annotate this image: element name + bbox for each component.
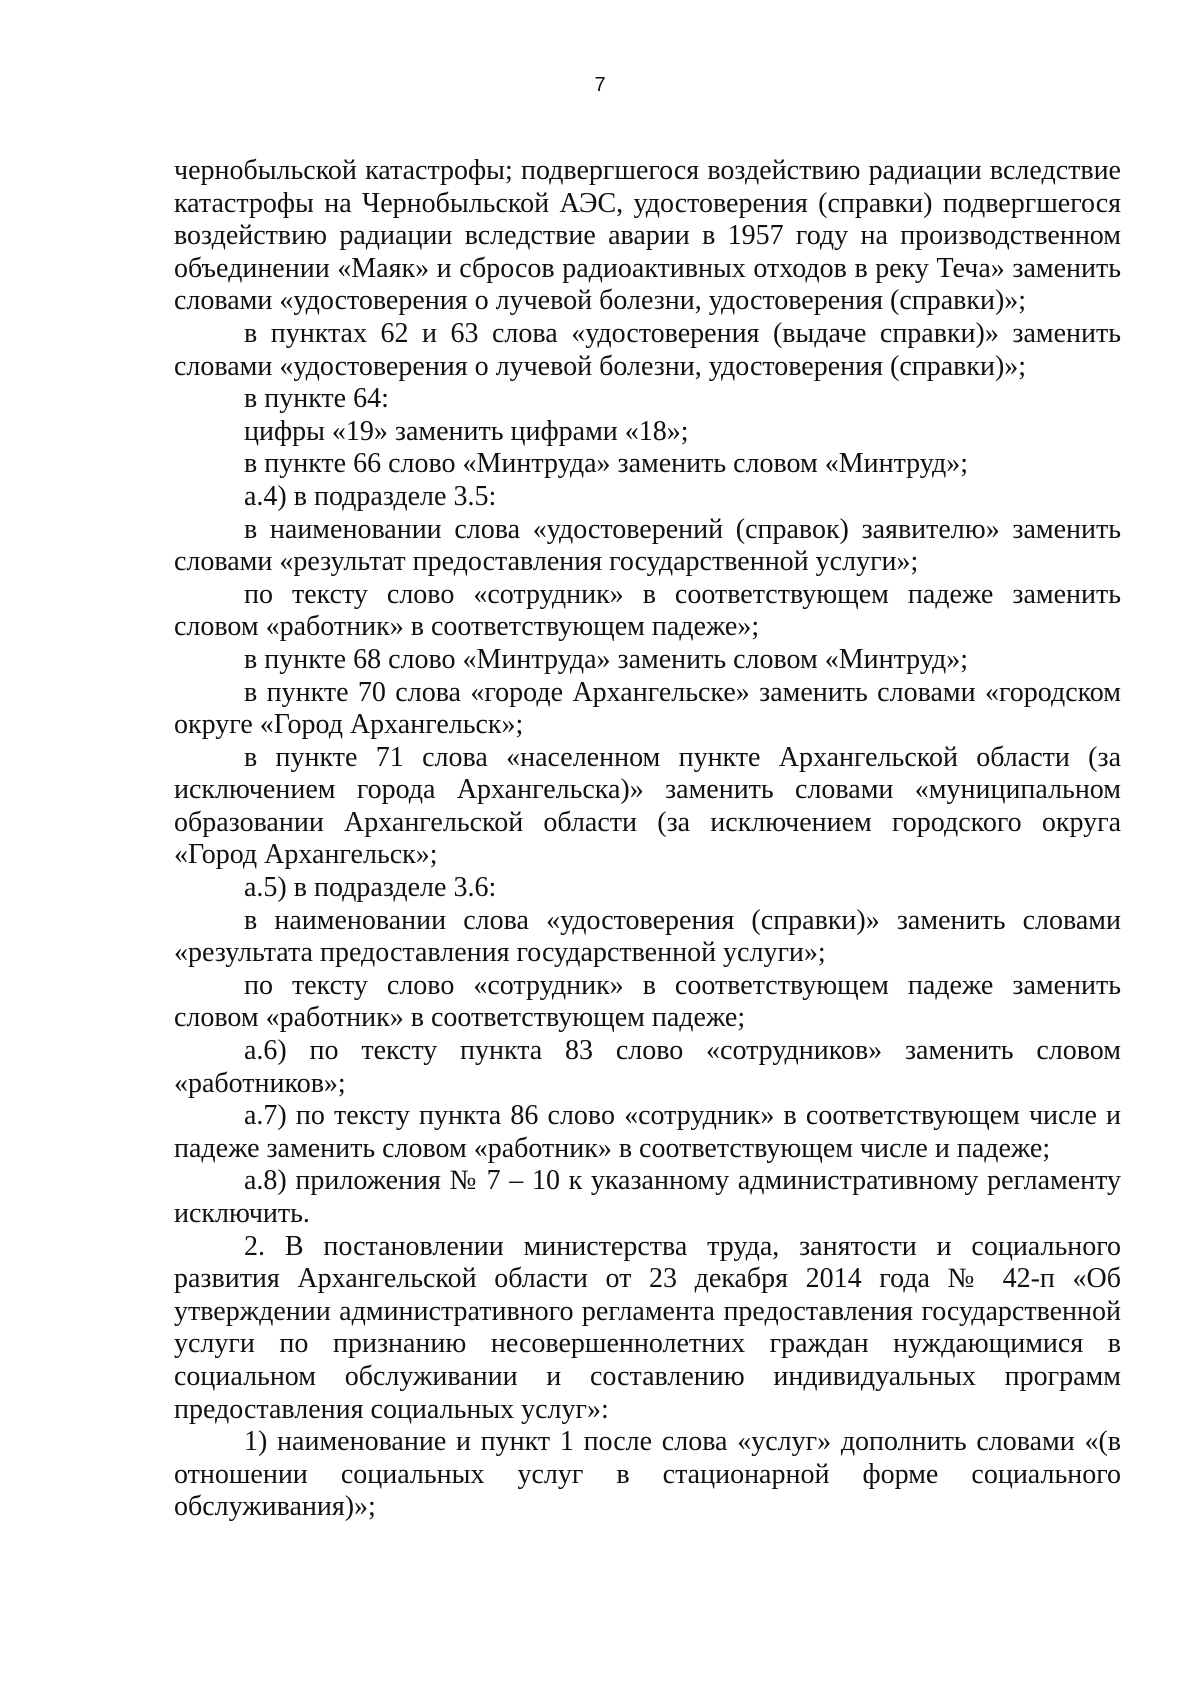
document-body bbox=[174, 155, 1121, 1524]
paragraph: в пунктах 62 и 63 слова «удостоверения (выдаче справки)» заменить словами «удостоверения о лучевой болезни, удостоверения (справки)»; bbox=[174, 317, 1121, 382]
paragraph: а.8) приложения № 7 – 10 к указанному административному регламенту исключить. bbox=[174, 1165, 1121, 1229]
paragraph: чернобыльской катастрофы; подвергшегося воздействию радиации вследствие катастрофы на Чернобыльской АЭС, удостоверения (справки) подвергшегося воздействию радиации вследствие аварии в 1957 году на производственном объединении «Маяк» и сбросов радиоактивных отходов в реку Теча» заменить словами «удостоверения о лучевой болезни, удостоверения (справки)»; bbox=[174, 155, 1121, 317]
paragraph: а.7) по тексту пункта 86 слово «сотрудник» в соответствующем числе и падеже заменить словом «работник» в соответствующем числе и падеже; bbox=[174, 1100, 1121, 1164]
paragraph: по тексту слово «сотрудник» в соответствующем падеже заменить словом «работник» в соответствующем падеже; bbox=[174, 969, 1121, 1034]
paragraph: в пункте 68 слово «Минтруда» заменить словом «Минтруд»; bbox=[244, 643, 969, 675]
paragraph: в пункте 66 слово «Минтруда» заменить словом «Минтруд»; bbox=[244, 448, 969, 480]
paragraph: а.6) по тексту пункта 83 слово «сотрудников» заменить словом «работников»; bbox=[174, 1035, 1121, 1099]
paragraph: в пункте 70 слова «городе Архангельске» заменить словами «городском округе «Город Архангельск»; bbox=[174, 676, 1121, 741]
paragraph: в наименовании слова «удостоверений (справок) заявителю» заменить словами «результат предоставления государственной услуги»; bbox=[174, 513, 1121, 578]
paragraph: в наименовании слова «удостоверения (справки)» заменить словами «результата предоставления государственной услуги»; bbox=[174, 904, 1121, 969]
page-number: 7 bbox=[594, 74, 606, 96]
paragraph: по тексту слово «сотрудник» в соответствующем падеже заменить словом «работник» в соответствующем падеже»; bbox=[174, 578, 1121, 643]
paragraph: цифры «19» заменить цифрами «18»; bbox=[244, 415, 689, 447]
paragraph: а.5) в подразделе 3.6: bbox=[244, 872, 497, 904]
paragraph: в пункте 71 слова «населенном пункте Архангельской области (за исключением города Архангельска)» заменить словами «муниципальном образовании Архангельской области (за исключением городского округа «Город Архангельск»; bbox=[174, 741, 1121, 871]
paragraph: 2. В постановлении министерства труда, занятости и социального развития Архангельской области от 23 декабря 2014 года № 42-п «Об утверждении административного регламента предоставления государственной услуги по признанию несовершеннолетних граждан нуждающимися в социальном обслуживании и составлению индивидуальных программ предоставления социальных услуг»: bbox=[174, 1230, 1121, 1425]
paragraph: в пункте 64: bbox=[244, 383, 389, 415]
paragraph: 1) наименование и пункт 1 после слова «услуг» дополнить словами «(в отношении социальных услуг в стационарной форме социального обслуживания)»; bbox=[174, 1426, 1121, 1523]
paragraph: а.4) в подразделе 3.5: bbox=[244, 480, 497, 512]
